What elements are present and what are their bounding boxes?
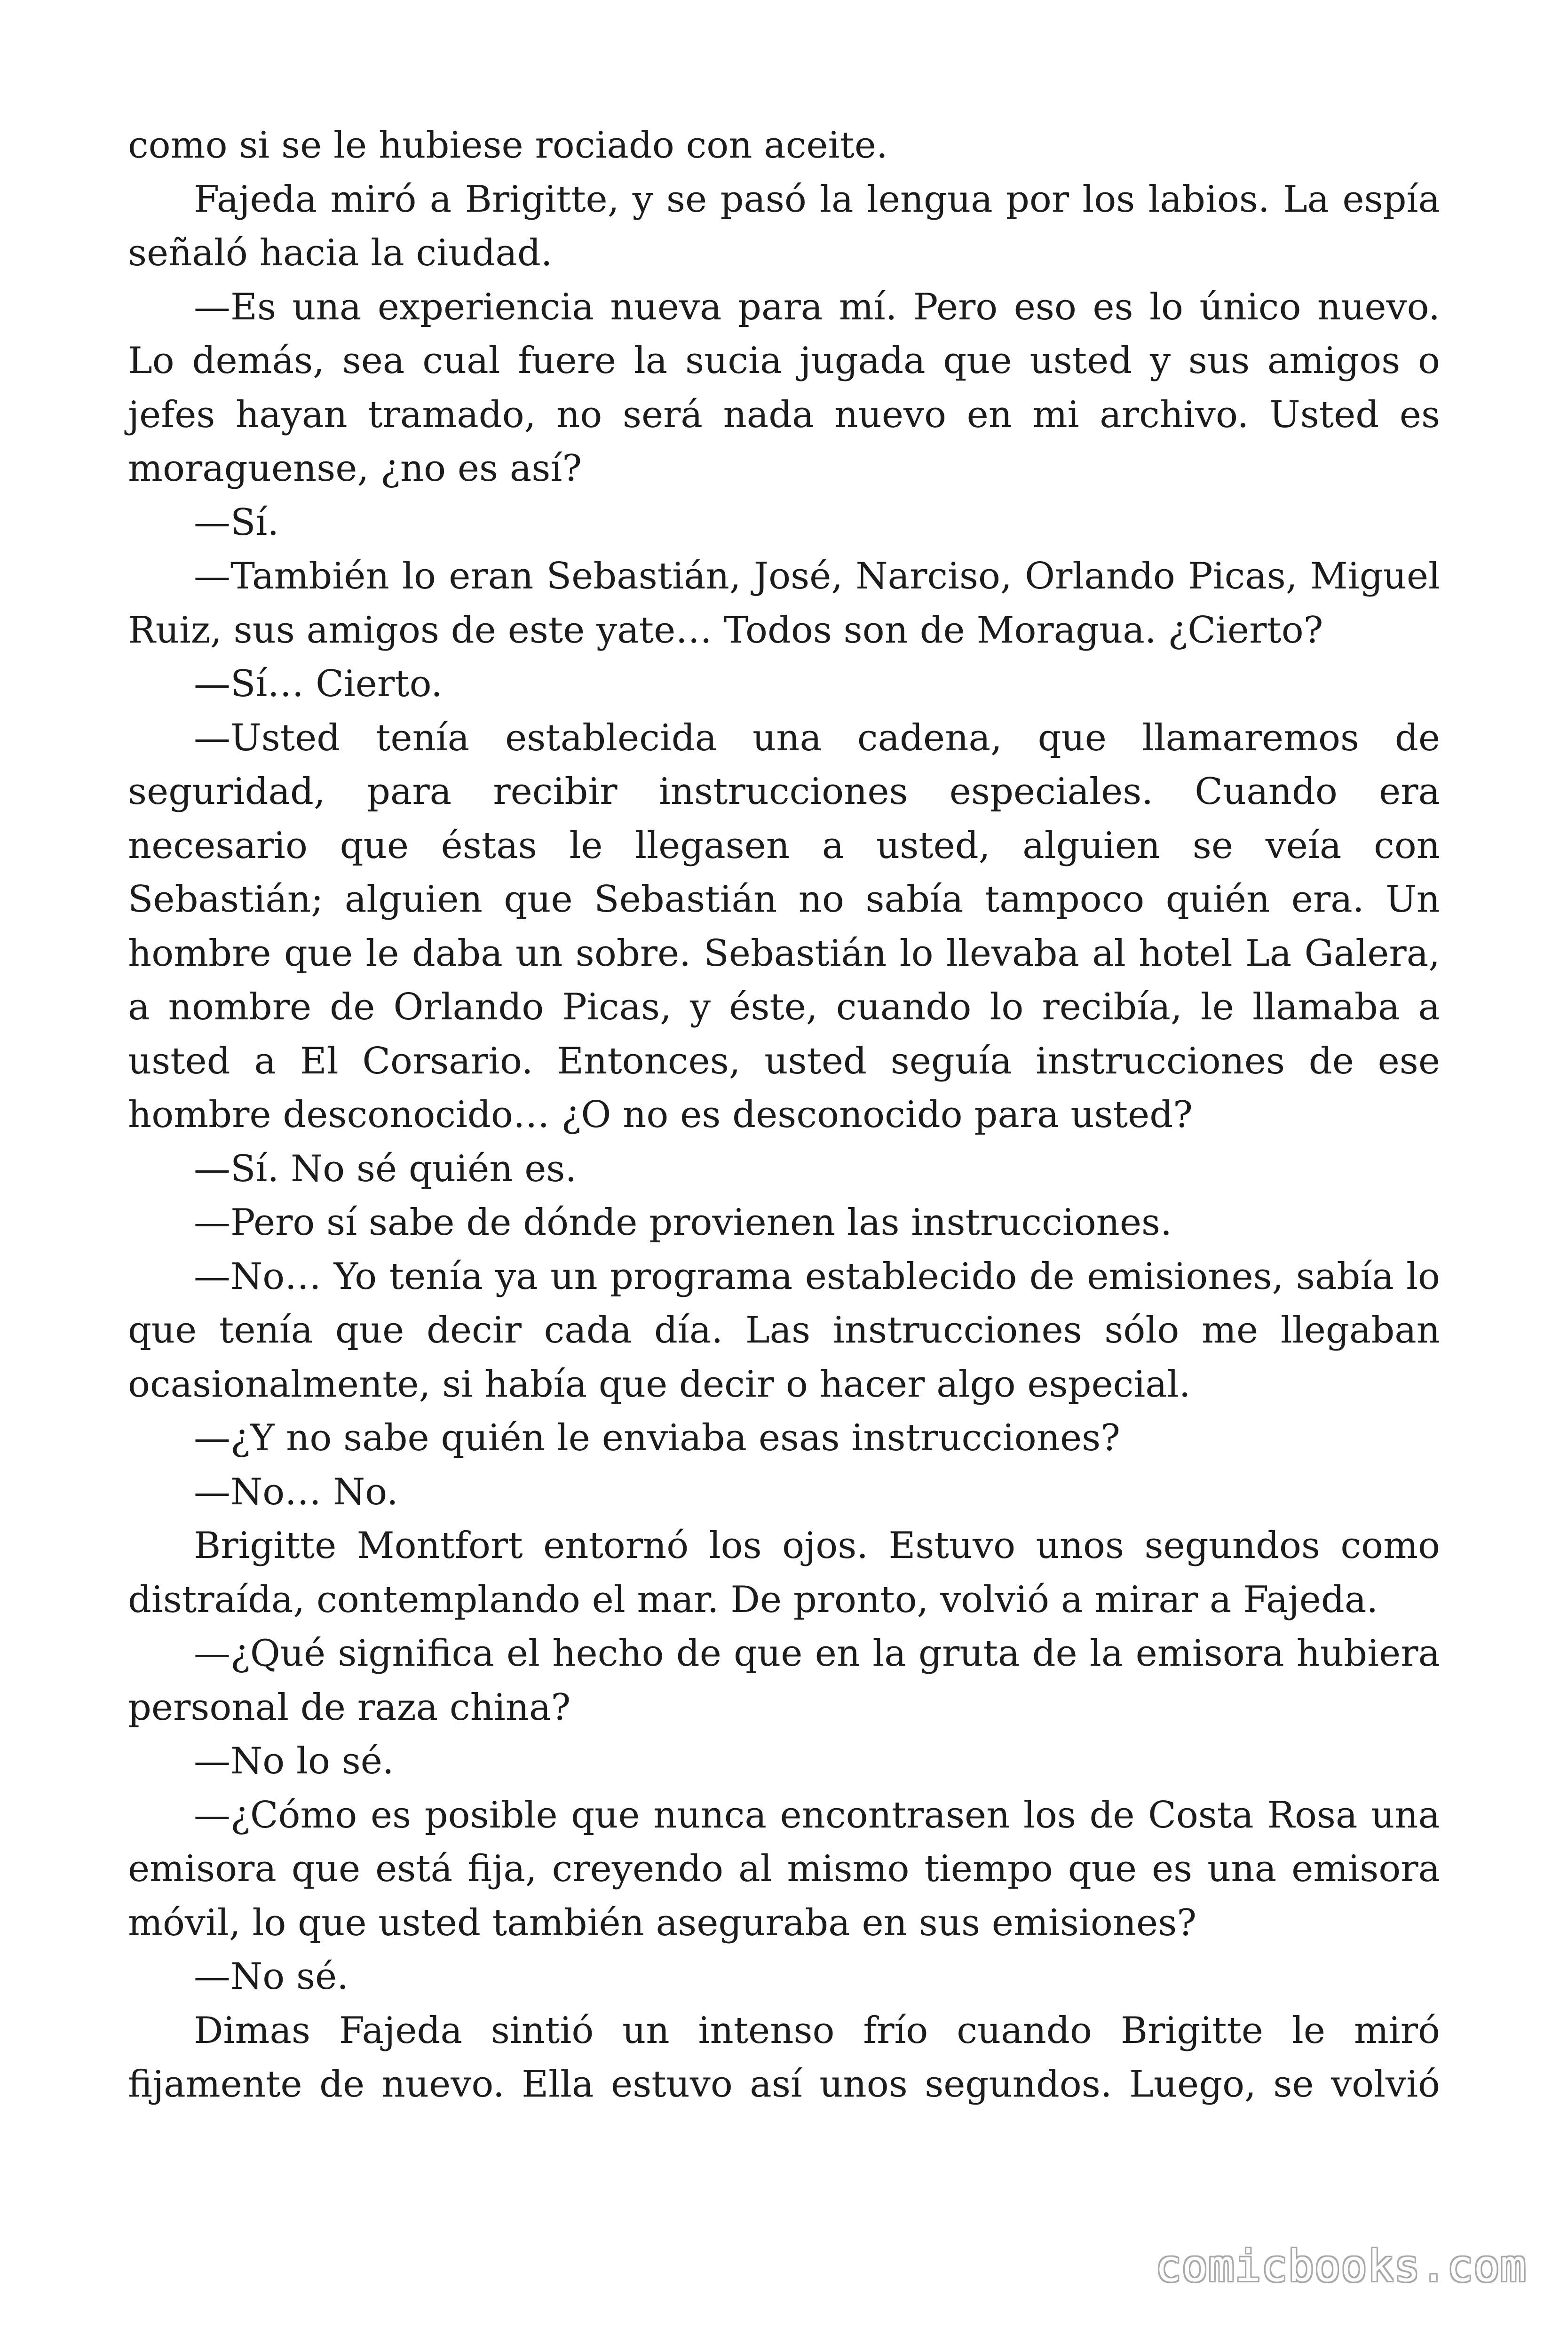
paragraph-12: —No… No. [194, 1470, 398, 1513]
paragraph-1: como si se le hubiese rociado con aceite. [128, 124, 888, 167]
paragraph-17: —No sé. [194, 1955, 348, 1998]
paragraph-16: —¿Cómo es posible que nunca encontrasen los de Costa Rosa una emisora que está fija, creyendo al mismo tiempo que es una emisora móvil, lo que usted también aseguraba en sus emisiones? [128, 1794, 1440, 1944]
paragraph-2: Fajeda miró a Brigitte, y se pasó la lengua por los labios. La espía señaló hacia la ciudad. [128, 178, 1440, 274]
paragraph-9: —Pero sí sabe de dónde provienen las instrucciones. [194, 1201, 1172, 1244]
paragraph-7: —Usted tenía establecida una cadena, que llamaremos de seguridad, para recibir instrucciones especiales. Cuando era necesario que éstas le llegasen a usted, alguien se veía con Sebastián; alguien que Sebastián no sabía tampoco quién era. Un hombre que le daba un sobre. Sebastián lo llevaba al hotel La Galera, a nombre de Orlando Picas, y éste, cuando lo recibía, le llamaba a usted a El Corsario. Entonces, usted seguía instrucciones de ese hombre desconocido… ¿O no es desconocido para usted? [128, 716, 1440, 1136]
paragraph-14: —¿Qué significa el hecho de que en la gruta de la emisora hubiera personal de raza china? [128, 1632, 1440, 1729]
paragraph-15: —No lo sé. [194, 1740, 394, 1782]
paragraph-8: —Sí. No sé quién es. [194, 1147, 577, 1190]
paragraph-4: —Sí. [194, 501, 279, 544]
paragraph-10: —No… Yo tenía ya un programa establecido de emisiones, sabía lo que tenía que decir cada día. Las instrucciones sólo me llegaban ocasionalmente, si había que decir o hacer algo especial. [128, 1255, 1440, 1406]
paragraph-18: Dimas Fajeda sintió un intenso frío cuando Brigitte le miró fijamente de nuevo. Ella estuvo así unos segundos. Luego, se volvió [128, 2009, 1440, 2106]
paragraph-6: —Sí… Cierto. [194, 663, 443, 705]
page-text-body [128, 119, 1440, 2112]
paragraph-13: Brigitte Montfort entornó los ojos. Estuvo unos segundos como distraída, contemplando el mar. De pronto, volvió a mirar a Fajeda. [128, 1525, 1440, 1621]
paragraph-3: —Es una experiencia nueva para mí. Pero eso es lo único nuevo. Lo demás, sea cual fuere la sucia jugada que usted y sus amigos o jefes hayan tramado, no será nada nuevo en mi archivo. Usted es moraguense, ¿no es así? [128, 286, 1440, 490]
paragraph-11: —¿Y no sabe quién le enviaba esas instrucciones? [194, 1417, 1120, 1459]
watermark: comicbooks.com [1155, 2241, 1527, 2291]
paragraph-5: —También lo eran Sebastián, José, Narciso, Orlando Picas, Miguel Ruiz, sus amigos de este yate… Todos son de Moragua. ¿Cierto? [128, 555, 1440, 652]
